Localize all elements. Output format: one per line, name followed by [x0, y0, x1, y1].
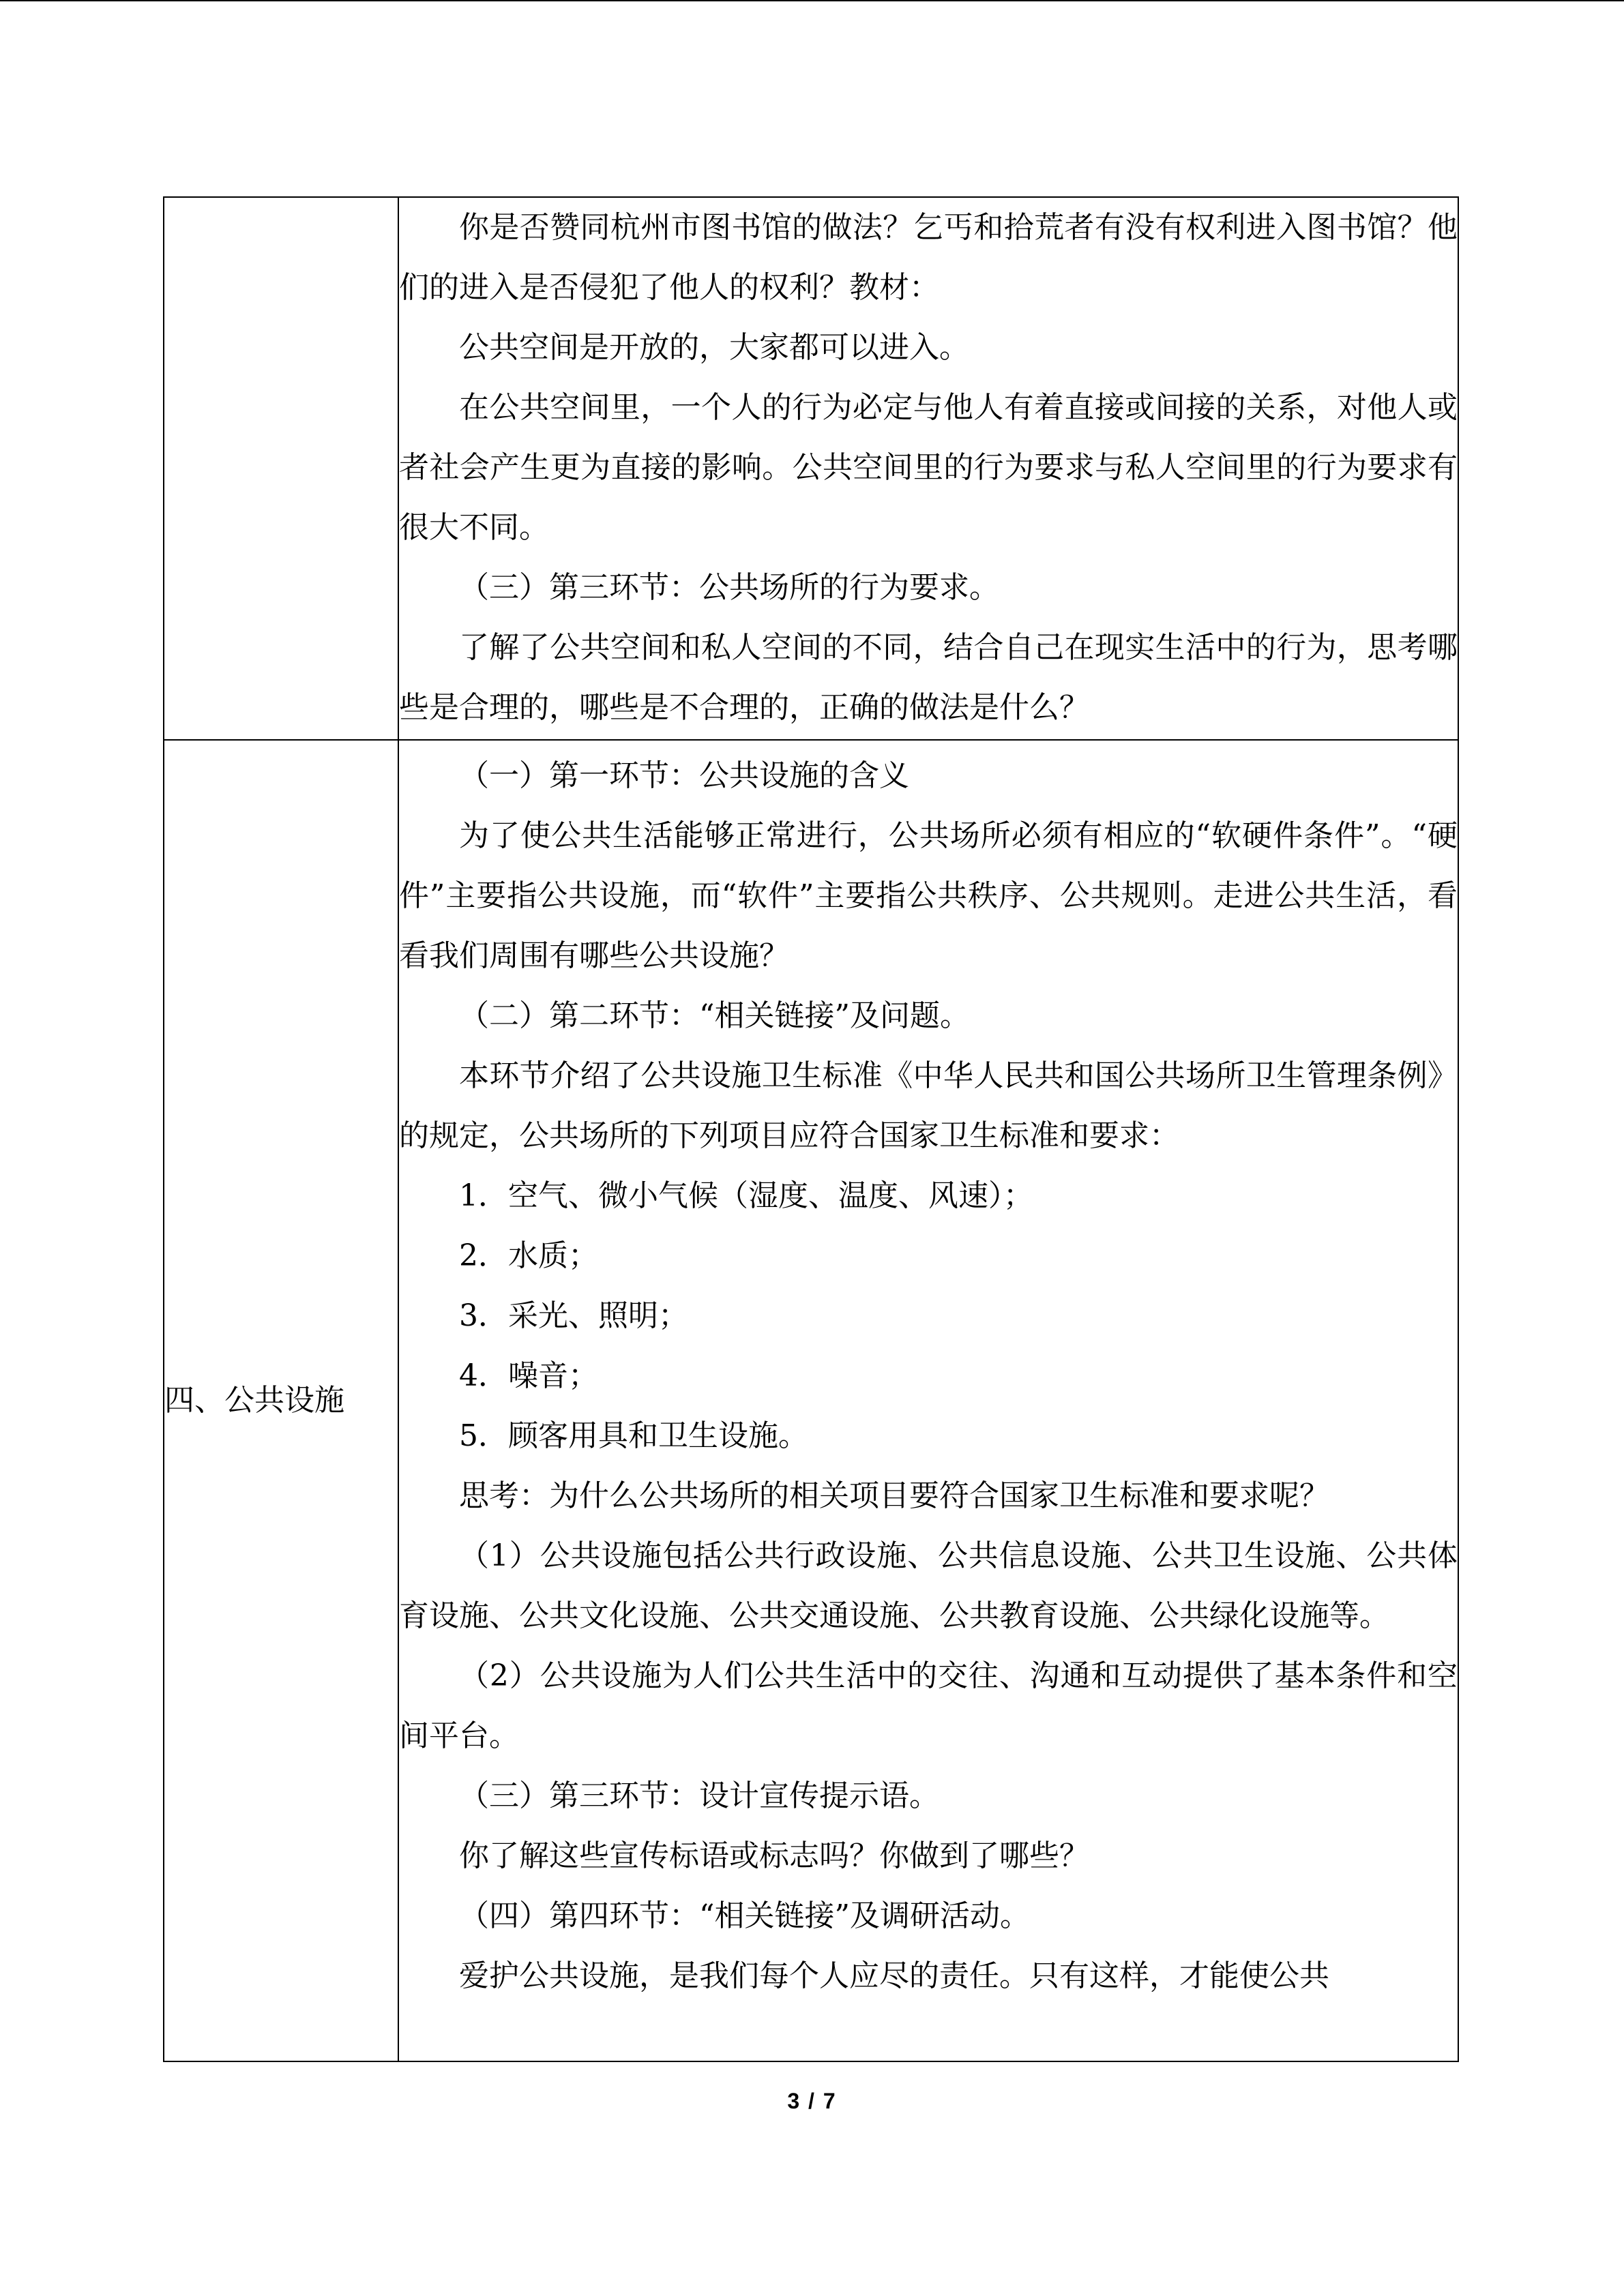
paragraph: 了解了公共空间和私人空间的不同，结合自己在现实生活中的行为，思考哪些是合理的，哪些是不合理的，正确的做法是什么？ [399, 630, 1458, 725]
row-content-cell [398, 740, 1458, 2061]
paragraph: （一）第一环节：公共设施的含义 [459, 758, 909, 793]
paragraph: 3．采光、照明； [459, 1298, 688, 1333]
paragraph: （三）第三环节：公共场所的行为要求。 [459, 570, 999, 605]
paragraph: 你了解这些宣传标语或标志吗？你做到了哪些？ [459, 1838, 1089, 1873]
paragraph: （2）公共设施为人们公共生活中的交往、沟通和互动提供了基本条件和空间平台。 [399, 1658, 1458, 1753]
page-number: 3 / 7 [787, 2089, 837, 2113]
paragraph: 你是否赞同杭州市图书馆的做法？乞丐和拾荒者有没有权利进入图书馆？他们的进入是否侵犯了他人的权利？教材： [399, 210, 1458, 305]
paragraph: 在公共空间里，一个人的行为必定与他人有着直接或间接的关系，对他人或者社会产生更为直接的影响。公共空间里的行为要求与私人空间里的行为要求有很大不同。 [399, 390, 1458, 545]
row-label: 四、公共设施 [164, 1383, 344, 1418]
paragraph: 爱护公共设施，是我们每个人应尽的责任。只有这样，才能使公共 [459, 1958, 1329, 1993]
paragraph: 5．顾客用具和卫生设施。 [459, 1418, 808, 1453]
paragraph: （三）第三环节：设计宣传提示语。 [459, 1778, 939, 1813]
row-label-cell [164, 197, 398, 740]
top-border-line [0, 0, 1624, 1]
paragraph: 思考：为什么公共场所的相关项目要符合国家卫生标准和要求呢？ [459, 1478, 1329, 1513]
lesson-table [163, 196, 1459, 2062]
table-row [164, 740, 1458, 2061]
row-label-cell [164, 740, 398, 2061]
paragraph: 为了使公共生活能够正常进行，公共场所必须有相应的“软硬件条件”。“硬件”主要指公共设施，而“软件”主要指公共秩序、公共规则。走进公共生活，看看我们周围有哪些公共设施？ [399, 818, 1458, 973]
paragraph: 公共空间是开放的，大家都可以进入。 [459, 330, 969, 365]
paragraph: 本环节介绍了公共设施卫生标准《中华人民共和国公共场所卫生管理条例》的规定，公共场所的下列项目应符合国家卫生标准和要求： [399, 1058, 1458, 1153]
paragraph: （二）第二环节：“相关链接”及问题。 [459, 998, 970, 1033]
table-row [164, 197, 1458, 740]
paragraph: （四）第四环节：“相关链接”及调研活动。 [459, 1898, 1030, 1933]
paragraph: 2．水质； [459, 1238, 598, 1273]
paragraph: 1．空气、微小气候（湿度、温度、风速）； [459, 1178, 1033, 1213]
paragraph: （1）公共设施包括公共行政设施、公共信息设施、公共卫生设施、公共体育设施、公共文化设施、公共交通设施、公共教育设施、公共绿化设施等。 [399, 1538, 1458, 1633]
paragraph: 4．噪音； [459, 1358, 598, 1393]
row-content-cell [398, 197, 1458, 740]
